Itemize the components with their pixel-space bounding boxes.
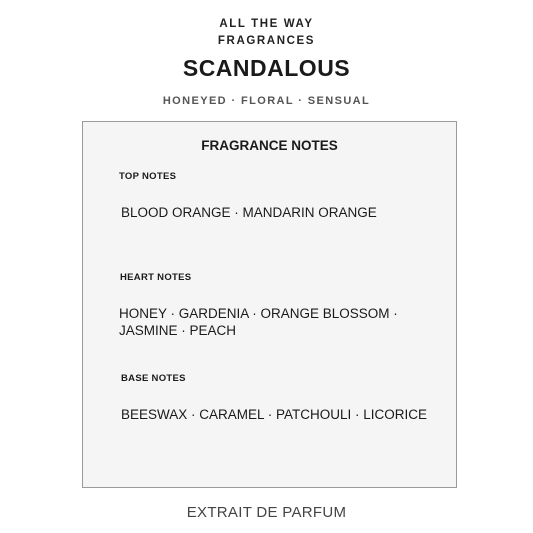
brand-line-2: FRAGRANCES	[217, 35, 316, 47]
top-notes-heading: TOP NOTES	[119, 171, 177, 182]
product-type-label: EXTRAIT DE PARFUM	[186, 504, 347, 521]
brand-name	[0, 16, 533, 50]
heart-notes-line-2: JASMINE · PEACH	[119, 323, 237, 338]
heart-notes-heading: HEART NOTES	[120, 272, 192, 283]
base-notes-list: BEESWAX · CARAMEL · PATCHOULI · LICORICE	[121, 407, 428, 422]
heart-notes-list	[119, 305, 409, 339]
brand-line-1: ALL THE WAY	[219, 18, 314, 30]
base-notes-heading: BASE NOTES	[121, 373, 186, 384]
card-title: FRAGRANCE NOTES	[201, 138, 338, 153]
top-notes-list: BLOOD ORANGE · MANDARIN ORANGE	[121, 205, 377, 220]
heart-notes-line-1: HONEY · GARDENIA · ORANGE BLOSSOM ·	[119, 306, 398, 321]
fragrance-notes-card	[82, 121, 457, 488]
product-name: SCANDALOUS	[182, 55, 351, 81]
product-tagline: HONEYED · FLORAL · SENSUAL	[162, 95, 371, 107]
